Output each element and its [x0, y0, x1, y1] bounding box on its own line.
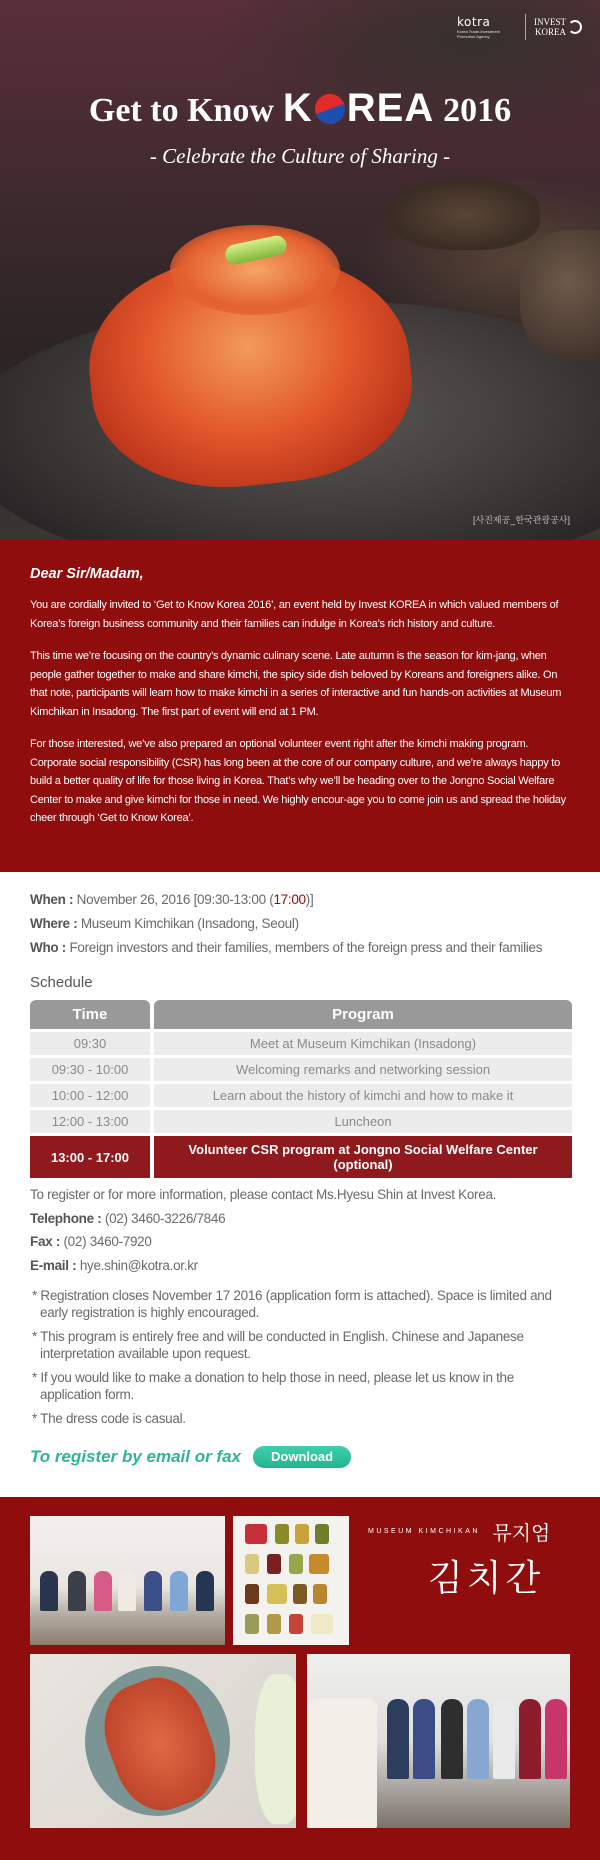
telephone-row	[30, 1207, 570, 1231]
when-value: November 26, 2016 [09:30-13:00 (	[76, 892, 274, 907]
invest-korea-logo-line2: KOREA	[535, 27, 566, 37]
schedule-heading: Schedule	[30, 974, 93, 991]
when-end-time: 17:00	[273, 892, 306, 907]
register-label: To register by email or fax	[30, 1447, 241, 1466]
note-item: * Registration closes November 17 2016 (application form is attached). Space is limited and early registration is highly encouraged.	[32, 1288, 552, 1320]
cell-program-text: Volunteer CSR program at Jongno Social Welfare Center	[188, 1142, 538, 1157]
download-button[interactable]: Download	[253, 1446, 351, 1468]
cell-program: Learn about the history of kimchi and how to make it	[154, 1084, 572, 1107]
jar	[289, 1614, 303, 1634]
jar	[267, 1584, 287, 1604]
person-figure	[519, 1699, 541, 1779]
person-figure	[467, 1699, 489, 1779]
cabbage	[255, 1674, 296, 1824]
when-row	[30, 888, 570, 912]
person-figure	[144, 1571, 162, 1611]
fax-row	[30, 1230, 570, 1254]
jar	[275, 1524, 289, 1544]
invest-korea-swirl-icon	[568, 20, 582, 34]
email-row	[30, 1254, 570, 1278]
cooking-class-image	[307, 1654, 570, 1828]
title-year: 2016	[443, 92, 512, 129]
jar	[293, 1584, 307, 1604]
museum-name-korean-small: 뮤지엄	[492, 1521, 551, 1545]
museum-name-english: MUSEUM KIMCHIKAN	[368, 1528, 480, 1535]
person-figure	[387, 1699, 409, 1779]
contact-intro: To register or for more information, please contact Ms.Hyesu Shin at Invest Korea.	[30, 1187, 497, 1202]
table-row-highlighted	[30, 1136, 572, 1178]
fax-label: Fax :	[30, 1234, 61, 1249]
cell-program: Welcoming remarks and networking session	[154, 1058, 572, 1081]
title-prefix: Get to Know	[88, 92, 274, 129]
table-row	[30, 1084, 572, 1107]
person-figure	[196, 1571, 214, 1611]
title-korea-k: K	[282, 86, 313, 130]
register-section	[30, 1439, 570, 1475]
who-label: Who :	[30, 940, 66, 955]
who-value: Foreign investors and their families, members of the foreign press and their families	[69, 940, 543, 955]
email-link[interactable]: hye.shin@kotra.or.kr	[79, 1257, 198, 1273]
intro-letter	[0, 540, 600, 872]
person-figure	[118, 1571, 136, 1611]
jar	[245, 1614, 259, 1634]
jar	[267, 1554, 281, 1574]
museum-kimchikan-logo	[368, 1517, 578, 1601]
cell-program-note: (optional)	[333, 1157, 393, 1172]
invest-korea-logo	[534, 17, 582, 37]
cell-program: Luncheon	[154, 1110, 572, 1133]
person-figure	[40, 1571, 58, 1611]
jar	[313, 1584, 327, 1604]
jar	[245, 1584, 259, 1604]
person-figure	[413, 1699, 435, 1779]
event-details	[0, 872, 600, 1475]
hero-banner	[0, 0, 600, 540]
intro-paragraph: This time we’re focusing on the country’s dynamic culinary scene. Late autumn is the season for kim-jang, when people gather together to make and share kimchi, the spicy side dish beloved by Koreans and foreigners alike. On that note, participants will learn how to make kimchi in a series of interactive and fun hands-on activities at Museum Kimchikan in Insadong. The first part of event will end at 1 PM.	[30, 650, 562, 718]
telephone-label: Telephone :	[30, 1210, 102, 1226]
note-item: * The dress code is casual.	[32, 1411, 186, 1426]
jar	[267, 1614, 281, 1634]
person-figure	[307, 1698, 377, 1828]
where-label: Where :	[30, 916, 78, 931]
jar	[295, 1524, 309, 1544]
museum-footer	[0, 1497, 600, 1860]
note-item: * If you would like to make a donation to help those in need, please let us know in the application form.	[32, 1370, 514, 1402]
cell-time: 09:30	[30, 1032, 150, 1055]
where-row	[30, 912, 570, 936]
schedule-table	[26, 997, 576, 1181]
person-figure	[493, 1699, 515, 1779]
table-row	[30, 1058, 572, 1081]
greeting: Dear Sir/Madam,	[30, 566, 144, 582]
page-title	[0, 86, 600, 131]
table-row	[30, 1110, 572, 1133]
jar	[309, 1554, 329, 1574]
cell-time: 12:00 - 13:00	[30, 1110, 150, 1133]
schedule-header-row	[30, 1000, 572, 1029]
person-figure	[545, 1699, 567, 1779]
cell-time: 10:00 - 12:00	[30, 1084, 150, 1107]
kotra-logo-name: kotra	[457, 15, 491, 29]
who-row	[30, 936, 570, 960]
person-figure	[68, 1571, 86, 1611]
note-item: * This program is entirely free and will be conducted in English. Chinese and Japanese interpretation available upon request.	[32, 1329, 524, 1361]
logo-divider	[525, 14, 526, 40]
title-korea-rest: REA	[346, 86, 435, 130]
photo-credit: [사진제공_한국관광공사]	[473, 515, 570, 525]
sponsor-logos	[457, 14, 582, 40]
cell-time: 09:30 - 10:00	[30, 1058, 150, 1081]
telephone-value: (02) 3460-3226/7846	[104, 1210, 226, 1226]
email-label: E-mail :	[30, 1257, 77, 1273]
fax-value: (02) 3460-7920	[63, 1234, 152, 1249]
title-korea	[283, 86, 434, 130]
jar	[289, 1554, 303, 1574]
when-close: )]	[305, 892, 314, 907]
kimchi-jars-image	[233, 1516, 349, 1645]
person-figure	[94, 1571, 112, 1611]
person-figure	[441, 1699, 463, 1779]
hero-kimchi-image	[170, 225, 340, 315]
hero-bowl-image	[390, 180, 540, 250]
column-header-time: Time	[30, 1000, 150, 1029]
intro-paragraph: For those interested, we’ve also prepared an optional volunteer event right after the kimchi making program. Corporate social responsibility (CSR) has long been at the core of our company culture, and we’re always happy to build a better quality of life for those living in Korea. That’s why we’ll be heading over to the Jongno Social Welfare Center to make and give kimchi for those in need. We highly encour-age you to come join us and spread the holiday cheer through ‘Get to Know Korea’.	[30, 738, 566, 824]
when-label: When :	[30, 892, 74, 907]
notes-list	[30, 1287, 570, 1427]
cell-time: 13:00 - 17:00	[30, 1136, 150, 1178]
taegeuk-icon	[315, 94, 345, 124]
kotra-logo	[457, 15, 517, 39]
page-subtitle: - Celebrate the Culture of Sharing -	[149, 144, 451, 168]
jar	[315, 1524, 329, 1544]
invest-korea-logo-line1: INVEST	[534, 17, 566, 27]
cell-program	[154, 1136, 572, 1178]
column-header-program: Program	[154, 1000, 572, 1029]
table-row	[30, 1032, 572, 1055]
group-photo-image	[30, 1516, 225, 1645]
jar	[245, 1554, 259, 1574]
hero-bowl-image	[520, 230, 600, 360]
kimchi-dish-image	[30, 1654, 296, 1828]
person-figure	[170, 1571, 188, 1611]
contact-info	[30, 1183, 570, 1277]
jar	[245, 1524, 267, 1544]
kotra-logo-subtitle: Korea Trade-Investment Promotion Agency	[457, 29, 500, 39]
intro-paragraph: You are cordially invited to ‘Get to Know Korea 2016’, an event held by Invest KOREA in which valued members of Korea’s foreign business community and their families can indulge in Korea’s rich history and culture.	[30, 599, 559, 630]
cell-program: Meet at Museum Kimchikan (Insadong)	[154, 1032, 572, 1055]
jar	[311, 1614, 333, 1634]
where-value: Museum Kimchikan (Insadong, Seoul)	[80, 916, 299, 931]
museum-name-korean-large: 김치간	[428, 1558, 545, 1599]
